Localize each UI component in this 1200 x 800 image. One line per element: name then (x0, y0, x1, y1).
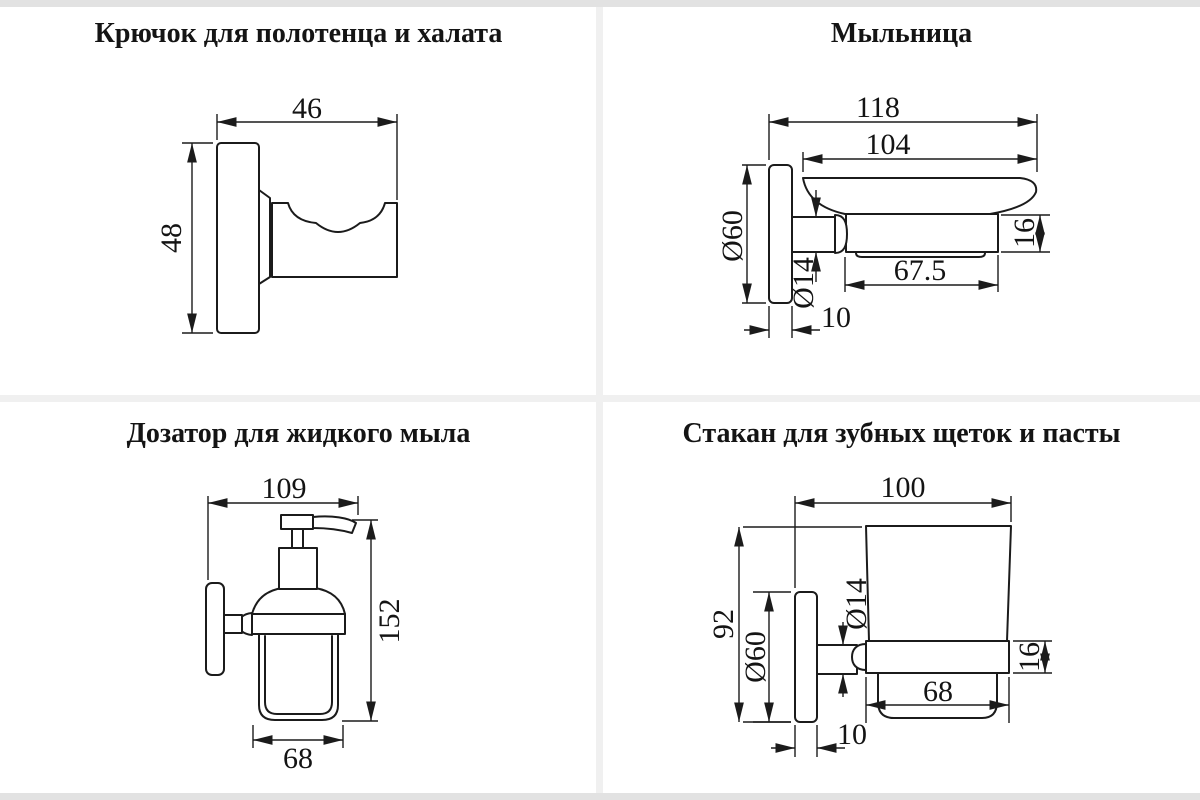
dish-holder-band (846, 214, 998, 252)
dim-label-dish-width: 104 (865, 128, 911, 161)
dispenser-glass (259, 634, 338, 720)
dish-dim-rim-height (1001, 215, 1050, 252)
dim-label-tumbler-glass-width: 68 (923, 675, 953, 708)
dish-bracket-arm (792, 217, 835, 252)
tumbler-title: Стакан для зубных щеток и пасты (682, 418, 1121, 449)
dispenser-dim-height (342, 520, 406, 721)
hook-diagram (0, 0, 600, 400)
hook-drawing (217, 143, 397, 333)
dim-label-dispenser-height: 152 (373, 598, 406, 644)
tumbler-dim-rim-height (1013, 641, 1052, 673)
dim-label-dispenser-width: 109 (261, 472, 307, 505)
dish-bowl (803, 178, 1036, 214)
dispenser-bracket-arm (224, 615, 242, 633)
soap-dish-title: Мыльница (830, 18, 973, 49)
dim-label-tumbler-rim-height: 16 (1013, 642, 1046, 672)
dish-dim-plate-diameter (716, 165, 766, 303)
dim-label-hook-width: 46 (292, 92, 322, 125)
tumbler-cup-upper (866, 526, 1011, 641)
tumbler-holder-band (866, 641, 1009, 673)
hook-arm (272, 203, 397, 277)
tumbler-dim-height (707, 527, 862, 722)
dim-label-dish-tray-width: 67.5 (893, 254, 947, 287)
pump-stem (292, 528, 303, 548)
tumbler-diagram (600, 400, 1200, 800)
dim-label-dish-plate-thickness: 10 (821, 301, 851, 334)
tumbler-bracket-arm (817, 645, 857, 674)
hook-title: Крючок для полотенца и халата (94, 18, 503, 49)
dim-label-tumbler-height: 92 (707, 609, 740, 639)
dish-dim-dish-width (803, 128, 1037, 172)
hook-wall-plate (217, 143, 259, 333)
dim-label-tumbler-bracket-diameter: Ø14 (840, 578, 873, 630)
bottle-neck (279, 548, 317, 589)
tumbler-dim-plate-diameter (739, 592, 791, 722)
tumbler-dim-plate-thickness (771, 718, 867, 757)
dispenser-drawing (206, 515, 356, 720)
dim-label-tumbler-plate-thickness: 10 (837, 718, 867, 751)
soap-dish-diagram (600, 0, 1200, 400)
dim-label-tumbler-plate-diameter: Ø60 (739, 631, 772, 683)
dish-dim-tray-width (845, 254, 998, 292)
dispenser-title: Дозатор для жидкого мыла (126, 418, 471, 449)
dim-label-dish-overall-width: 118 (856, 91, 900, 124)
tumbler-drawing (795, 526, 1011, 722)
bottle-shoulder (252, 588, 345, 614)
pump-spout (313, 516, 356, 533)
tumbler-bracket-collar (852, 644, 866, 670)
dim-label-dispenser-glass-width: 68 (283, 742, 313, 775)
dim-label-dish-plate-diameter: Ø60 (716, 210, 749, 262)
dim-label-tumbler-width: 100 (880, 471, 926, 504)
dispenser-holder-band (252, 614, 345, 634)
pump-cap (281, 515, 313, 529)
dish-bracket-collar (835, 215, 847, 253)
horizontal-divider (0, 395, 1200, 402)
dim-label-hook-height: 48 (155, 223, 188, 253)
dispenser-dim-glass-width (253, 725, 343, 775)
dim-label-dish-bracket-diameter: Ø14 (787, 257, 820, 309)
dispenser-diagram (0, 400, 600, 800)
tumbler-wall-plate (795, 592, 817, 722)
dispenser-wall-plate (206, 583, 224, 675)
hook-collar (259, 190, 270, 284)
hook-dim-height (155, 143, 213, 333)
dim-label-dish-rim-height: 16 (1008, 218, 1041, 248)
